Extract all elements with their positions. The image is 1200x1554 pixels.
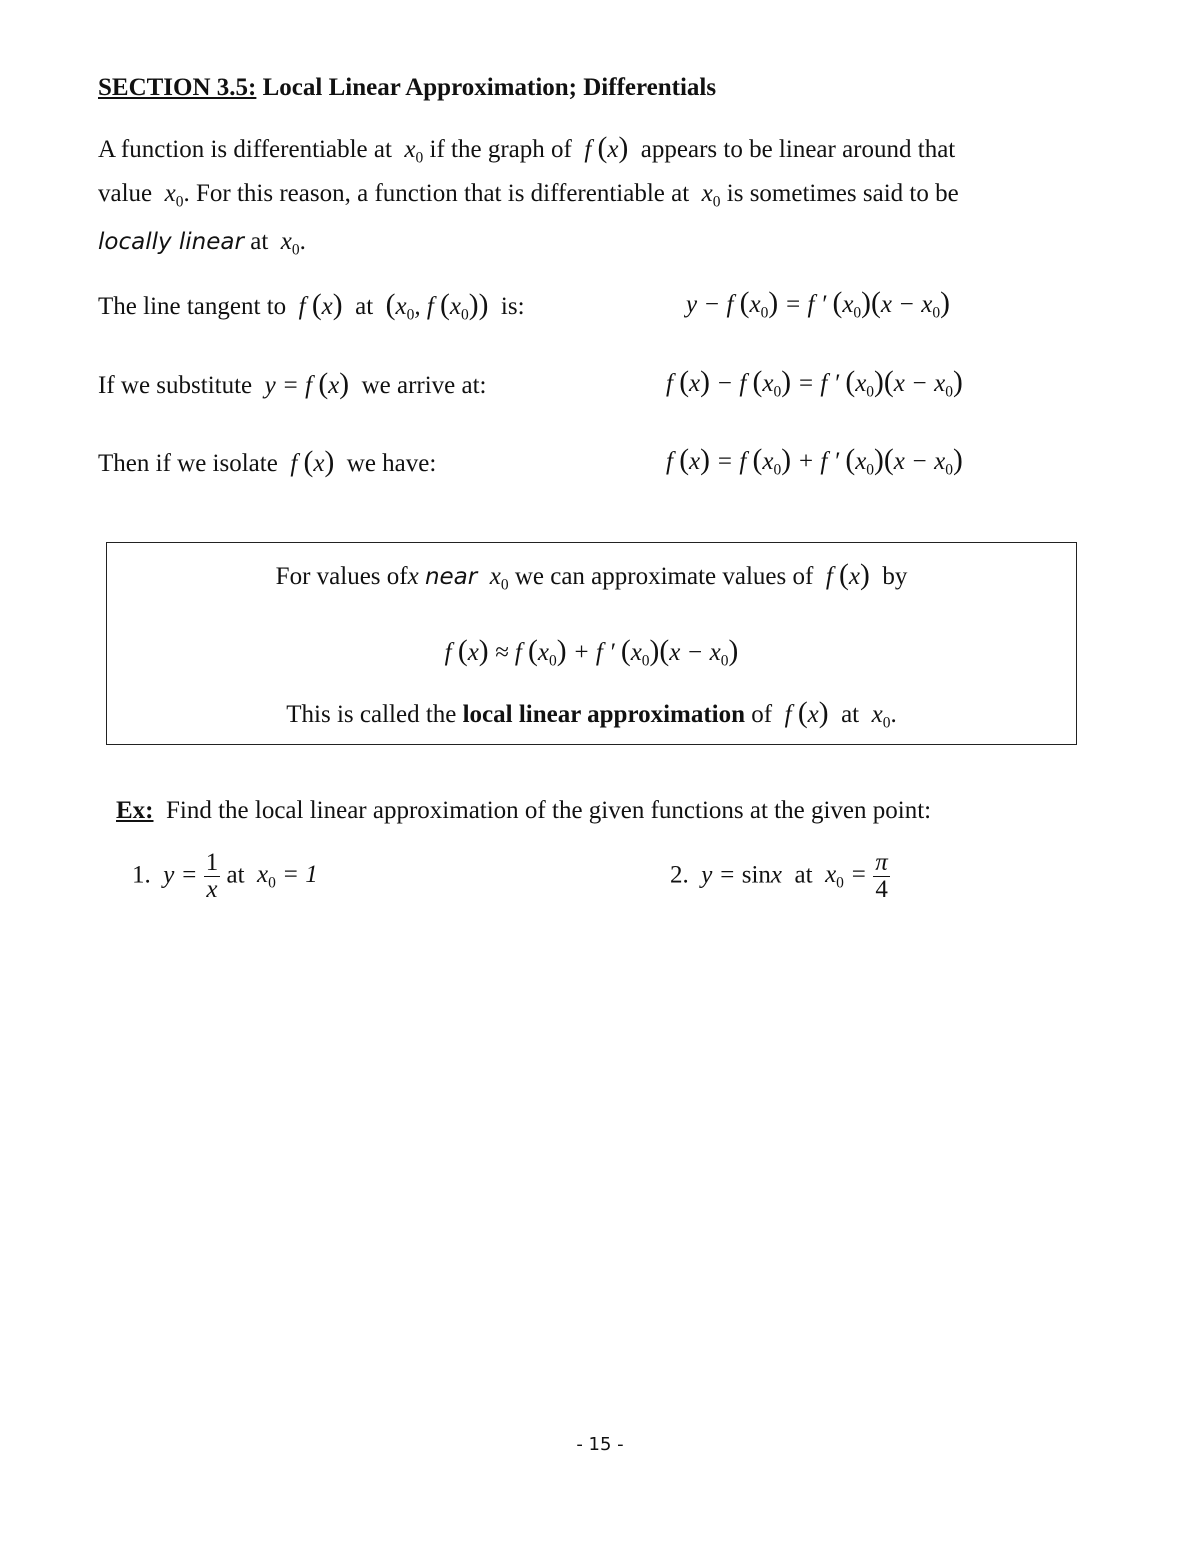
item-number: 1. — [132, 861, 151, 889]
box-line-3: This is called the local linear approximation of f (x) at $x_0$. — [286, 697, 897, 732]
intro-text: is sometimes said to be — [726, 180, 959, 207]
step-label: is: — [500, 293, 525, 320]
section-number: SECTION 3.5: — [98, 74, 257, 101]
example-label: Ex: — [116, 797, 154, 824]
box-text: This is called the — [286, 701, 457, 728]
math-x0: $x_0$ — [398, 136, 424, 167]
at-text: at — [226, 861, 245, 889]
box-text: by — [882, 563, 908, 590]
example-text: Find the local linear approximation of the given functions at the given point: — [166, 797, 932, 824]
box-text: For values of — [275, 563, 408, 590]
step-label: at — [355, 293, 374, 320]
math-x0: $x_0$ — [158, 180, 184, 211]
approximation-formula: f (x) ≈ f $(x_0) + f$ ′ $(x_0)(x - x_0)$ — [444, 635, 739, 670]
locally-linear-term: locally linear — [98, 229, 244, 255]
intro-text: . For this reason, a function that is differentiable at — [183, 180, 690, 207]
step-label: we have: — [346, 450, 437, 477]
math-x0-equals: $x_0$ = — [818, 861, 868, 892]
intro-text: A function is differentiable at — [98, 136, 392, 163]
math-fx: f (x) — [778, 697, 829, 729]
step-tangent-line — [98, 289, 525, 324]
example-heading — [116, 797, 931, 825]
step-label: Then if we isolate — [98, 450, 278, 477]
equation-tangent: y − f $(x_0) = f$ ′ $(x_0)(x - x_0)$ — [686, 287, 950, 322]
box-text: we can approximate values of — [514, 563, 814, 590]
math-x: x — [770, 861, 783, 889]
example-item-1 — [132, 850, 318, 904]
intro-line-3 — [98, 228, 306, 259]
math-y-sin-x: y = — [701, 861, 742, 889]
math-x0: $x_0$ — [274, 228, 300, 259]
math-fx: f (x) — [284, 446, 335, 478]
math-x0: $x_0$ — [695, 180, 721, 211]
intro-text: if the graph of — [429, 136, 572, 163]
box-line-1 — [107, 559, 1076, 594]
page-number: - 15 - — [576, 1434, 624, 1455]
step-label: If we substitute — [98, 372, 253, 399]
step-label: The line tangent to — [98, 293, 287, 320]
definition-box — [106, 542, 1077, 745]
intro-text: appears to be linear around that — [640, 136, 956, 163]
box-text: of — [751, 701, 773, 728]
math-point: ($x_0$, f $(x_0)$) — [385, 289, 489, 324]
intro-text: . — [299, 228, 306, 255]
example-item-2 — [670, 850, 890, 904]
equation-substituted: f (x) − f $(x_0) = f$ ′ $(x_0)(x - x_0)$ — [666, 366, 963, 401]
math-x0-equals-1: $x_0 = 1$ — [250, 861, 318, 892]
intro-line-1 — [98, 132, 955, 167]
section-heading — [98, 74, 716, 102]
local-linear-approximation-term: local linear approximation — [462, 701, 746, 728]
math-x0: $x_0$ — [483, 563, 509, 594]
step-substitute — [98, 368, 487, 401]
intro-text: at — [250, 228, 269, 255]
intro-text: value — [98, 180, 153, 207]
box-text: at — [841, 701, 860, 728]
fraction-pi-over-4: $\frac{\pi}{4}$ — [875, 849, 888, 904]
at-text: at — [794, 861, 813, 889]
math-y: y = — [163, 861, 198, 889]
math-fx: f (x) — [292, 289, 343, 321]
sin-text: sin — [741, 861, 771, 889]
intro-line-2 — [98, 180, 959, 211]
math-x: x — [407, 563, 425, 590]
near-term: near — [424, 564, 478, 590]
section-title: Local Linear Approximation; Differentials — [262, 74, 717, 101]
math-x0: $x_0$ — [865, 701, 891, 732]
math-fx: f (x) — [578, 132, 629, 164]
step-isolate — [98, 446, 436, 479]
fraction-one-over-x: $\frac{1}{x}$ — [205, 849, 219, 904]
step-label: we arrive at: — [361, 372, 487, 399]
math-y-equals-fx: y = f (x) — [258, 368, 350, 400]
item-number: 2. — [670, 861, 689, 889]
math-fx: f (x) — [819, 559, 870, 591]
equation-isolated: f (x) = f $(x_0) + f$ ′ $(x_0)(x - x_0)$ — [666, 444, 963, 479]
